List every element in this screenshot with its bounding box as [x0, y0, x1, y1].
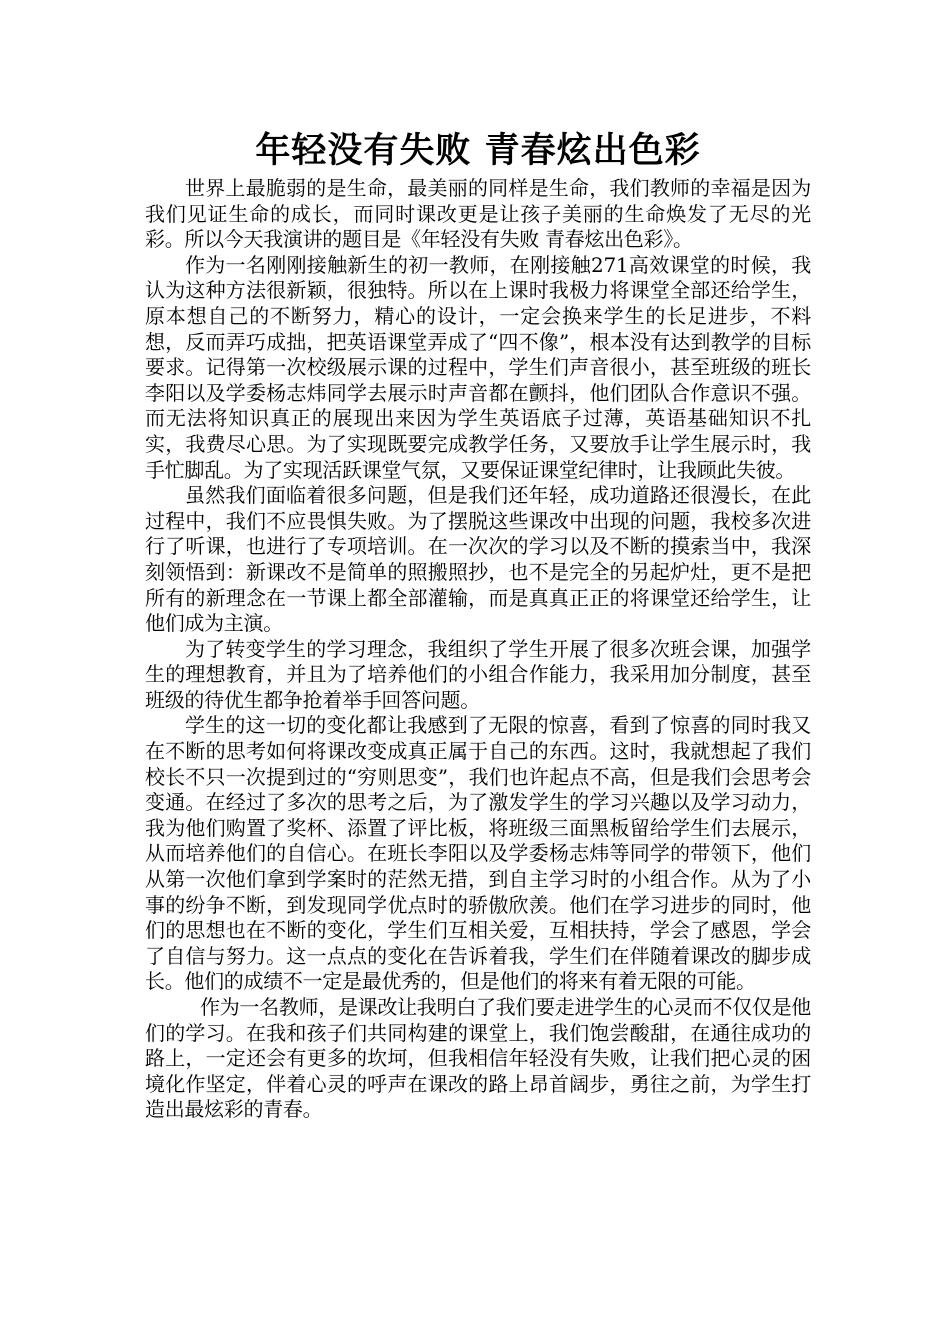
paragraph-3: 虽然我们面临着很多问题，但是我们还年轻，成功道路还很漫长，在此过程中，我们不应畏惧失败。为了摆脱这些课改中出现的问题，我校多次进行了听课，也进行了专项培训。在一次次的学习以及不断的摸索当中，我深刻领悟到：新课改不是简单的照搬照抄，也不是完全的另起炉灶，更不是把所有的新理念在一节课上都全部灌输，而是真真正正的将课堂还给学生，让他们成为主演。 [145, 483, 811, 636]
document-title: 年轻没有失败 青春炫出色彩 [255, 131, 701, 171]
paragraph-2: 作为一名刚刚接触新生的初一教师，在刚接触271高效课堂的时候，我认为这种方法很新颖，很独特。所以在上课时我极力将课堂全部还给学生，原本想自己的不断努力，精心的设计，一定会换来学生的长足进步，不料想，反而弄巧成拙，把英语课堂弄成了“四不像”，根本没有达到教学的目标要求。记得第一次校级展示课的过程中，学生们声音很小，甚至班级的班长李阳以及学委杨志炜同学去展示时声音都在颤抖，他们团队合作意识不强。而无法将知识真正的展现出来因为学生英语底子过薄，英语基础知识不扎实，我费尽心思。为了实现既要完成教学任务，又要放手让学生展示时，我手忙脚乱。为了实现活跃课堂气氛，又要保证课堂纪律时，让我顾此失彼。 [145, 252, 811, 482]
paragraph-5: 学生的这一切的变化都让我感到了无限的惊喜，看到了惊喜的同时我又在不断的思考如何将课改变成真正属于自己的东西。这时，我就想起了我们校长不只一次提到过的“穷则思变”，我们也许起点不高，但是我们会思考会变通。在经过了多次的思考之后，为了激发学生的学习兴趣以及学习动力，我为他们购置了奖杯、添置了评比板，将班级三面黑板留给学生们去展示，从而培养他们的自信心。在班长李阳以及学委杨志炜等同学的带领下，他们从第一次他们拿到学案时的茫然无措，到自主学习时的小组合作。从为了小事的纷争不断，到发现同学优点时的骄傲欣羡。他们在学习进步的同时，他们的思想也在不断的变化，学生们互相关爱，互相扶持，学会了感恩，学会了自信与努力。这一点点的变化在告诉着我，学生们在伴随着课改的脚步成长。他们的成绩不一定是最优秀的，但是他们的将来有着无限的可能。 [145, 713, 811, 994]
paragraph-1: 世界上最脆弱的是生命，最美丽的同样是生命，我们教师的幸福是因为我们见证生命的成长，而同时课改更是让孩子美丽的生命焕发了无尽的光彩。所以今天我演讲的题目是《年轻没有失败 青春炫出色彩》。 [145, 176, 811, 252]
paragraph-4: 为了转变学生的学习理念，我组织了学生开展了很多次班会课，加强学生的理想教育，并且为了培养他们的小组合作能力，我采用加分制度，甚至班级的待优生都争抢着举手回答问题。 [145, 636, 811, 712]
paragraph-6: 作为一名教师，是课改让我明白了我们要走进学生的心灵而不仅仅是他们的学习。在我和孩子们共同构建的课堂上，我们饱尝酸甜，在通往成功的路上，一定还会有更多的坎坷，但我相信年轻没有失败，让我们把心灵的困境化作坚定，伴着心灵的呼声在课改的路上昂首阔步，勇往之前，为学生打造出最炫彩的青春。 [145, 995, 811, 1122]
document-body [145, 126, 811, 1123]
